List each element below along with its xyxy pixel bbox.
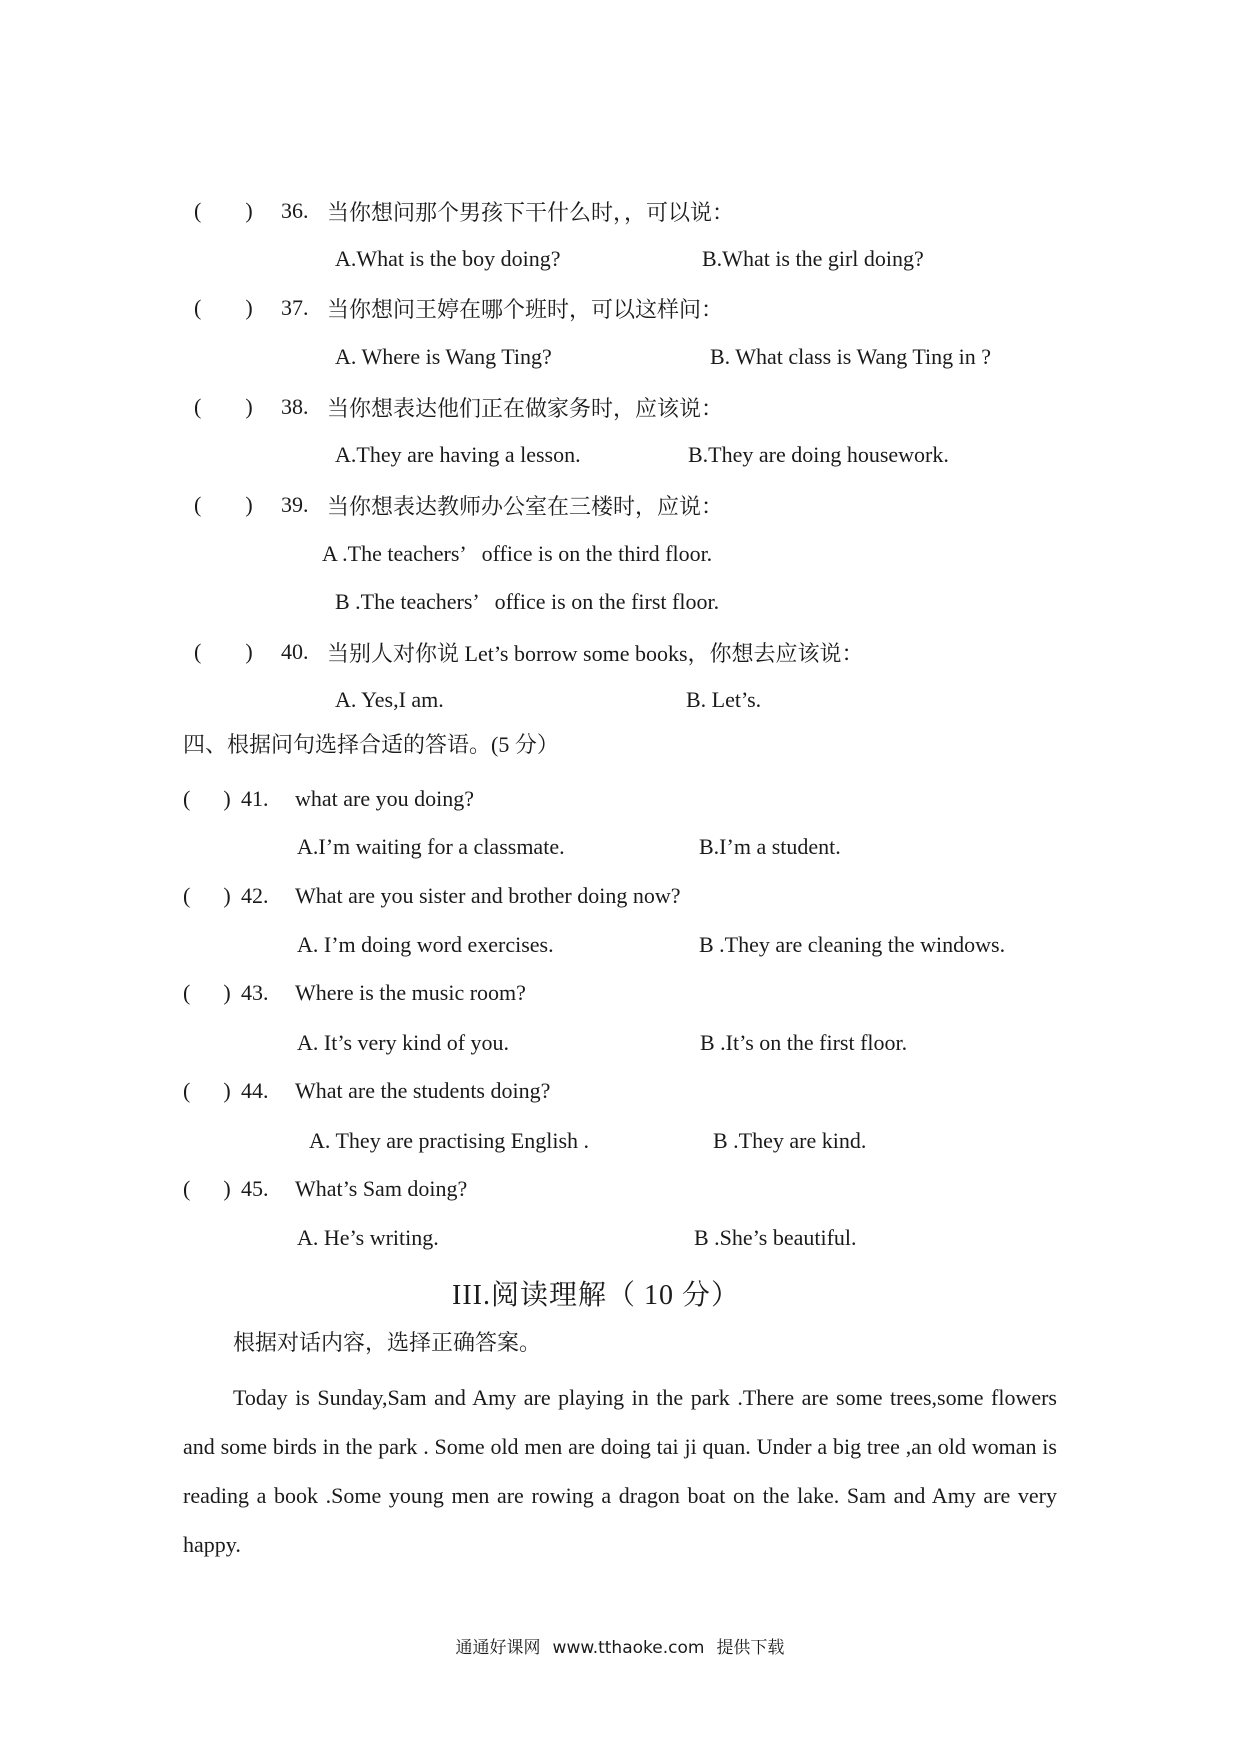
question-number: 37. bbox=[281, 295, 309, 320]
question-stem: 当你想表达他们正在做家务时，应该说： bbox=[327, 396, 724, 421]
question-stem: 当你想问那个男孩下干什么时，，可以说： bbox=[327, 200, 735, 225]
answer-blank[interactable]: ( ) bbox=[183, 1176, 231, 1201]
option-b: B.I’m a student. bbox=[699, 834, 841, 859]
option-a: A. I’m doing word exercises. bbox=[297, 932, 554, 957]
question-number: 44. bbox=[241, 1078, 269, 1103]
footer-tagline: 提供下载 bbox=[716, 1638, 785, 1658]
answer-blank[interactable]: ( ) bbox=[194, 198, 253, 223]
question-number: 43. bbox=[241, 980, 269, 1005]
answer-blank[interactable]: ( ) bbox=[194, 639, 253, 664]
question-stem: What’s Sam doing? bbox=[295, 1176, 468, 1201]
option-b: B .She’s beautiful. bbox=[694, 1225, 857, 1250]
option-a: A.They are having a lesson. bbox=[335, 442, 581, 467]
option-b: B. What class is Wang Ting in ? bbox=[710, 344, 991, 369]
section-heading: 四、根据问句选择合适的答语。(5 分） bbox=[183, 732, 559, 757]
question-stem: 当你想表达教师办公室在三楼时，应说： bbox=[327, 494, 724, 519]
question-number: 36. bbox=[281, 198, 309, 223]
question-number: 42. bbox=[241, 883, 269, 908]
option-a: A. He’s writing. bbox=[297, 1225, 439, 1250]
option-b: B .They are kind. bbox=[713, 1128, 867, 1153]
answer-blank[interactable]: ( ) bbox=[183, 786, 231, 811]
answer-blank[interactable]: ( ) bbox=[194, 492, 253, 517]
question-stem: what are you doing? bbox=[295, 786, 474, 811]
option-b: B. Let’s. bbox=[686, 687, 762, 712]
option-b: B.What is the girl doing? bbox=[702, 246, 924, 271]
passage-text: Today is Sunday,Sam and Amy are playing in the park .There are some trees,some flowers and some birds in the park . Some old men are doing tai ji quan. Under a big tree ,an old woman is reading a book .Some young men are rowing a dragon boat on the lake. Sam and Amy are very happy. bbox=[183, 1385, 1057, 1557]
question-number: 41. bbox=[241, 786, 269, 811]
question-number: 38. bbox=[281, 394, 309, 419]
option-b: B .It’s on the first floor. bbox=[700, 1030, 908, 1055]
option-a: A .The teachers’ office is on the third floor. bbox=[322, 541, 713, 566]
footer-url[interactable]: www.tthaoke.com bbox=[552, 1638, 705, 1658]
answer-blank[interactable]: ( ) bbox=[183, 883, 231, 908]
option-b: B .The teachers’ office is on the first floor. bbox=[335, 589, 720, 614]
question-number: 40. bbox=[281, 639, 309, 664]
option-b: B.They are doing housework. bbox=[688, 442, 949, 467]
option-a: A.What is the boy doing? bbox=[335, 246, 561, 271]
option-b: B .They are cleaning the windows. bbox=[699, 932, 1006, 957]
section-instruction: 根据对话内容，选择正确答案。 bbox=[233, 1330, 542, 1355]
question-number: 39. bbox=[281, 492, 309, 517]
question-stem: What are the students doing? bbox=[295, 1078, 551, 1103]
page-footer bbox=[0, 1633, 1240, 1658]
option-a: A.I’m waiting for a classmate. bbox=[297, 834, 565, 859]
section-title: III.阅读理解（ 10 分） bbox=[452, 1280, 740, 1311]
question-stem: 当你想问王婷在哪个班时，可以这样问： bbox=[327, 297, 724, 322]
option-a: A. They are practising English . bbox=[309, 1128, 590, 1153]
answer-blank[interactable]: ( ) bbox=[194, 394, 253, 419]
reading-passage bbox=[183, 1373, 1057, 1569]
option-a: A. Where is Wang Ting? bbox=[335, 344, 552, 369]
question-stem: 当别人对你说 Let’s borrow some books，你想去应该说： bbox=[327, 641, 864, 666]
answer-blank[interactable]: ( ) bbox=[194, 295, 253, 320]
footer-site-name: 通通好课网 bbox=[455, 1638, 541, 1658]
question-stem: Where is the music room? bbox=[295, 980, 526, 1005]
question-stem: What are you sister and brother doing now? bbox=[295, 883, 681, 908]
option-a: A. Yes,I am. bbox=[335, 687, 444, 712]
option-a: A. It’s very kind of you. bbox=[297, 1030, 510, 1055]
question-number: 45. bbox=[241, 1176, 269, 1201]
answer-blank[interactable]: ( ) bbox=[183, 1078, 231, 1103]
answer-blank[interactable]: ( ) bbox=[183, 980, 231, 1005]
